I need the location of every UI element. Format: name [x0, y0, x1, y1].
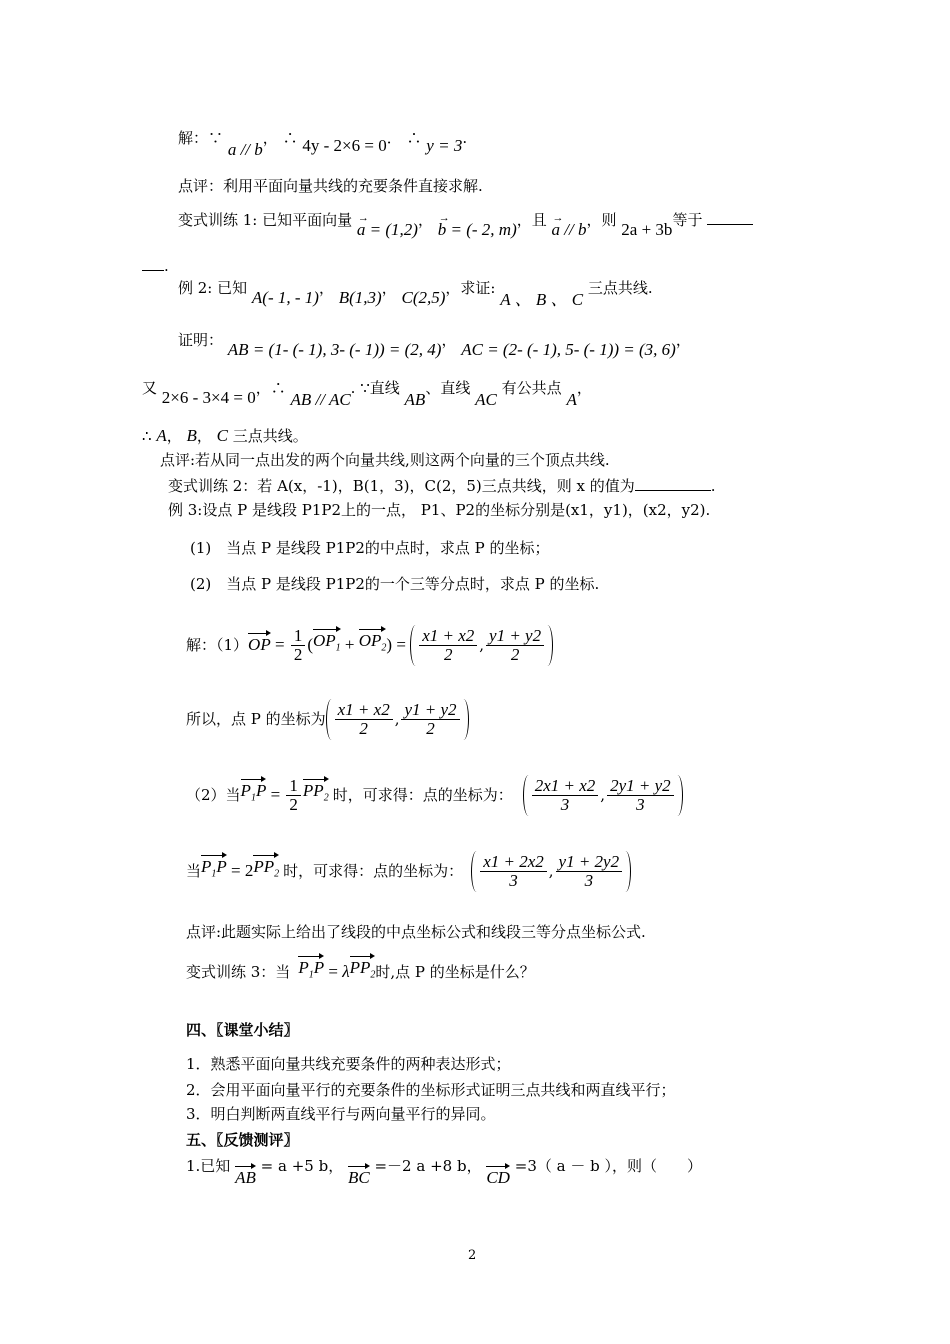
text: ，则	[586, 211, 617, 229]
variant-1-line-cont	[142, 256, 169, 276]
answer-blank-2	[635, 490, 711, 491]
coordinate-pair: $\frac{2x1 + x2}{3}$ , $\frac{2y1 + y2}{3}$	[523, 775, 683, 816]
text: ∵	[208, 129, 224, 147]
text: 当	[186, 862, 202, 880]
num: 1	[291, 627, 306, 646]
summary-item-1: 1．熟悉平面向量共线充要条件的两种表达形式；	[186, 1055, 511, 1073]
text: （2）当	[186, 786, 241, 804]
num: 1	[286, 777, 301, 796]
math: A 、 B 、 C	[500, 290, 584, 309]
vector-AB: AB	[235, 1168, 256, 1187]
math: 2×6 - 3×4 = 0	[161, 388, 256, 407]
math: C	[216, 426, 229, 445]
variant-3-line	[186, 958, 535, 985]
text: ，	[576, 379, 592, 397]
fraction-half	[291, 627, 306, 664]
math: b = (- 2, m) →	[438, 220, 517, 240]
text: =－2 a +8 b	[374, 1157, 467, 1175]
text: .	[462, 129, 468, 147]
variant-1-line	[178, 210, 753, 239]
example-2-line: 例 2: 已知 A(- 1, - 1)， B(1,3)， C(2,5)，求证: A 、 B 、 C 三点共线.	[178, 279, 653, 309]
section-5-heading: 五、〖反馈测评〗	[186, 1131, 299, 1149]
math: AB	[404, 390, 426, 409]
solution-line-1	[178, 128, 468, 159]
den: 2	[289, 794, 298, 814]
comment-line-1: 点评：利用平面向量共线的充要条件直接求解.	[178, 177, 483, 195]
text: ，	[675, 331, 691, 349]
den: 2	[443, 644, 453, 664]
vector-BC: BC	[347, 1168, 370, 1187]
den: 2	[426, 718, 435, 738]
math: B(1,3)	[338, 288, 382, 307]
text: 三点共线。	[232, 427, 308, 445]
section-4-heading: 四、〖课堂小结〗	[186, 1021, 299, 1039]
den: 3	[560, 794, 570, 814]
text: 变式训练 2：若 A(x，-1)，B(1，3)，C(2，5)三点共线，则 x 的值为	[168, 477, 635, 495]
num: x1 + 2x2	[480, 853, 547, 872]
vector-P1P: $P_1P$	[241, 781, 267, 808]
text: ，	[417, 211, 433, 229]
math: A	[156, 426, 167, 445]
equals: =	[392, 635, 411, 654]
den: 3	[636, 794, 645, 814]
math: AC = (2- (- 1), 5- (- 1)) = (3, 6)	[461, 340, 676, 359]
coordinate-pair: $\frac{x1 + 2x2}{3}$ , $\frac{y1 + 2y2}{3}$	[471, 851, 631, 892]
text: .	[164, 257, 169, 275]
equals: =	[324, 961, 343, 981]
proof-conclusion: ∴ A， B， C 三点共线。	[142, 426, 308, 445]
text: ．	[386, 129, 402, 147]
equals: =	[226, 861, 245, 880]
coordinate-pair: $\frac{x1 + x2}{2}$ , $\frac{y1 + y2}{2}$	[326, 699, 469, 740]
num: 2y1 + y2	[607, 777, 674, 796]
text: 1.已知	[186, 1157, 231, 1175]
math: 2a + 3b	[621, 220, 673, 239]
text: ∴	[282, 129, 298, 147]
text: 例 2: 已知	[178, 279, 248, 297]
text: 解：	[178, 129, 209, 147]
text: . ∵直线	[350, 379, 400, 397]
text: 时,点 P 的坐标是什么？	[375, 962, 535, 981]
text: 三点共线.	[587, 279, 653, 297]
equals: =	[266, 785, 285, 804]
text: ，求证:	[445, 279, 496, 297]
equals: =	[270, 635, 289, 654]
coef: 2	[244, 861, 254, 880]
solution-3-line-1	[186, 620, 553, 670]
solution-3-line-2	[186, 694, 469, 744]
answer-blank	[707, 224, 753, 225]
text: 时，可求得：点的坐标为：	[332, 786, 513, 804]
math: AB = (1- (- 1), 3- (- 1)) = (2, 4)	[227, 340, 442, 359]
den: 3	[584, 870, 594, 890]
text: ，	[262, 129, 278, 147]
text: 所以，点 P 的坐标为	[186, 710, 326, 728]
text: 时，可求得：点的坐标为：	[283, 862, 464, 880]
math: a // b	[227, 140, 263, 159]
text: = a +5 b	[260, 1157, 329, 1175]
num: x1 + x2	[419, 627, 477, 646]
num: y1 + y2	[486, 627, 544, 646]
proof-line-2	[142, 378, 592, 409]
num: 2x1 + x2	[532, 777, 599, 796]
den: 2	[359, 718, 368, 738]
math: y = 3	[426, 136, 463, 155]
math: 4y - 2×6 = 0	[302, 136, 387, 155]
num: y1 + 2y2	[556, 853, 623, 872]
comment-line-3: 点评:此题实际上给出了线段的中点坐标公式和线段三等分点坐标公式.	[186, 923, 646, 941]
vector-PP2: $PP_2$	[253, 857, 279, 884]
den: 2	[293, 644, 303, 664]
text: 变式训练 3：当	[186, 962, 291, 981]
math: AB // AC	[290, 390, 351, 409]
text: ，且	[516, 211, 547, 229]
vector-OP2: $OP_2$	[359, 631, 387, 658]
vector-OP: OP	[248, 635, 271, 654]
text: 解：（1）	[186, 636, 249, 654]
proof-line-1: 证明： AB = (1- (- 1), 3- (- 1)) = (2, 4)， AC = (2- (- 1), 5- (- 1)) = (3, 6)，	[178, 331, 691, 359]
vector-P1P: $P_1P$	[201, 857, 227, 884]
fraction-y	[556, 853, 623, 890]
text: =3（ a － b ），则（ ）	[514, 1157, 702, 1175]
lambda: λ	[342, 961, 350, 981]
plus: +	[340, 635, 359, 654]
text: 有公共点	[501, 379, 562, 397]
fraction-half	[286, 777, 301, 814]
text: 又	[142, 379, 158, 397]
page-number: 2	[468, 1248, 477, 1263]
paren-open: (	[307, 635, 313, 654]
text: 变式训练 1: 已知平面向量	[178, 211, 353, 229]
variant-2-line	[168, 476, 716, 496]
text: .	[710, 477, 716, 495]
fraction-x	[532, 777, 599, 814]
vector-CD: CD	[486, 1168, 510, 1187]
text: ∴	[142, 427, 152, 445]
fraction-x	[419, 627, 477, 664]
fraction-x	[335, 701, 393, 738]
answer-blank-cont	[142, 270, 164, 271]
math: A	[566, 390, 577, 409]
fraction-y	[486, 627, 544, 664]
den: 3	[509, 870, 518, 890]
vector-OP1: $OP_1$	[313, 631, 341, 658]
example-3-q2: (2) 当点 P 是线段 P1P2的一个三等分点时，求点 P 的坐标.	[190, 575, 600, 593]
num: x1 + x2	[335, 701, 393, 720]
text: ，∴	[255, 379, 286, 397]
text: ∴	[406, 129, 422, 147]
fraction-y	[401, 701, 459, 738]
solution-3-line-4	[186, 846, 631, 896]
summary-item-3: 3．明白判断两直线平行与两向量平行的异同。	[186, 1105, 496, 1123]
math: B	[186, 426, 197, 445]
math: AC	[475, 390, 497, 409]
example-3-line: 例 3:设点 P 是线段 P1P2上的一点， P1、P2的坐标分别是(x1，y1)，(x2，y2).	[168, 501, 711, 519]
num: y1 + y2	[401, 701, 459, 720]
summary-item-2: 2．会用平面向量平行的充要条件的坐标形式证明三点共线和两直线平行；	[186, 1081, 676, 1099]
fraction-x	[480, 853, 547, 890]
paren-close: )	[386, 635, 393, 654]
vector-PP2: $PP_2$	[350, 958, 376, 985]
fraction-y	[607, 777, 674, 814]
text: 证明：	[178, 331, 224, 349]
vector-P1P: $P_1P$	[298, 958, 324, 985]
den: 2	[510, 644, 520, 664]
math: C(2,5)	[401, 288, 446, 307]
comment-line-2: 点评:若从同一点出发的两个向量共线,则这两个向量的三个顶点共线.	[160, 451, 610, 469]
vector-PP2: $PP_2$	[303, 781, 329, 808]
solution-3-line-3	[186, 770, 683, 820]
coordinate-pair: $\frac{x1 + x2}{2}$ , $\frac{y1 + y2}{2}$	[410, 625, 553, 666]
text: 、直线	[425, 379, 471, 397]
example-3-q1: (1) 当点 P 是线段 P1P2的中点时，求点 P 的坐标；	[190, 539, 550, 557]
feedback-question-1: 1.已知 AB = a +5 b， BC =－2 a +8 b， CD =3（ a － b ），则（ ）	[186, 1157, 702, 1187]
math: A(- 1, - 1)	[251, 288, 319, 307]
math: a = (1,2) →	[357, 220, 418, 240]
text: 等于	[672, 211, 703, 229]
math: a // b →	[552, 220, 587, 240]
